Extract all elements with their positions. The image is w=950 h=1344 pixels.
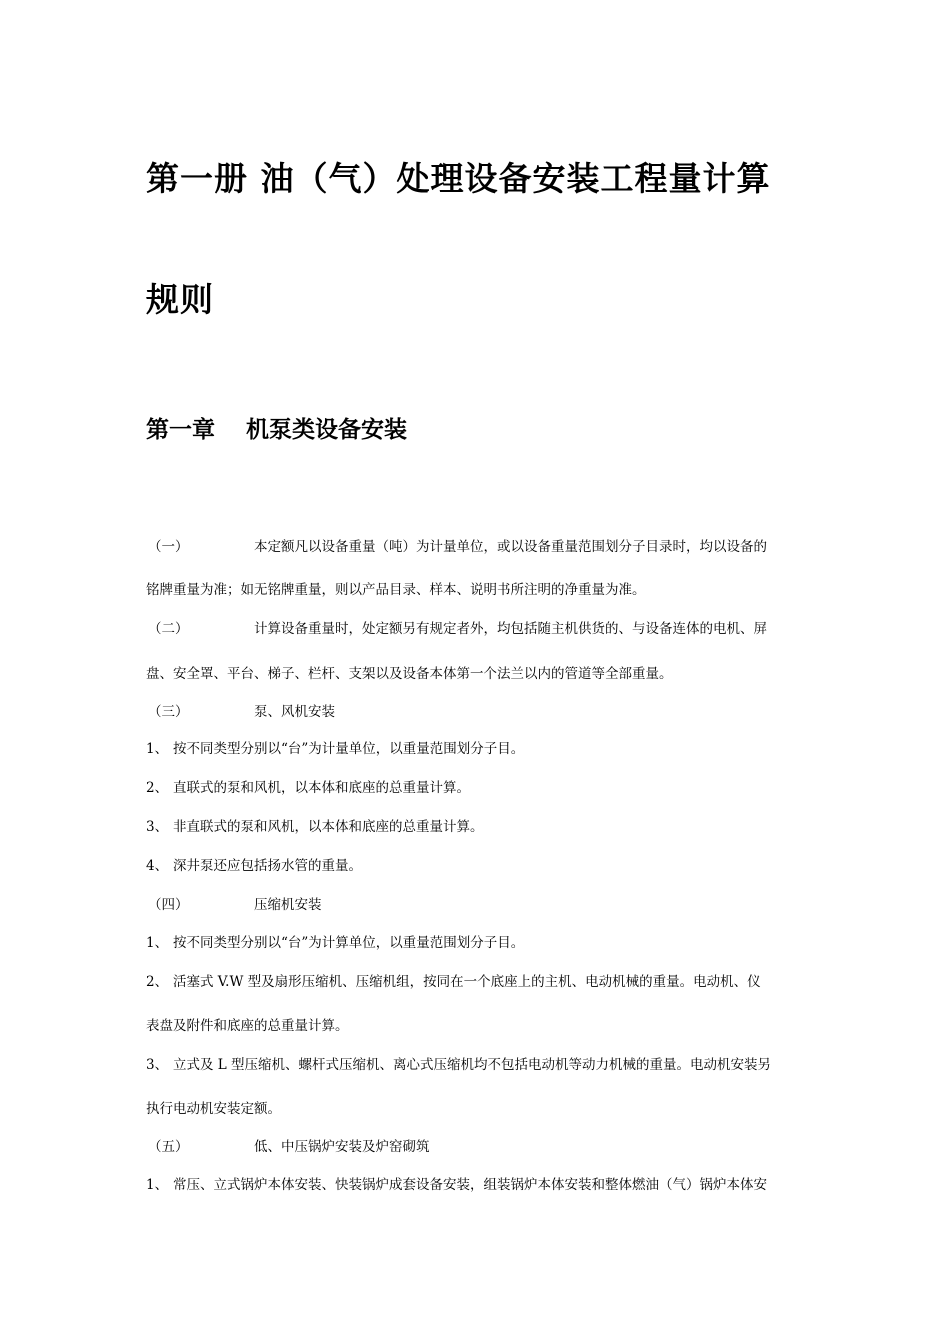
item-number: 4、: [146, 858, 169, 874]
document-title-line-1: 第一册 油（气）处理设备安装工程量计算: [146, 159, 771, 198]
paragraph-line: [146, 702, 826, 722]
section-number: （一）: [148, 539, 189, 555]
line-text: 表盘及附件和底座的总重量计算。: [146, 1018, 349, 1034]
paragraph-line: [146, 580, 826, 600]
section-number: （五）: [148, 1139, 189, 1155]
chapter-title: 机泵类设备安装: [246, 417, 407, 443]
paragraph-line: [146, 1016, 826, 1036]
line-text: 常压、立式锅炉本体安装、快装锅炉成套设备安装，组装锅炉本体安装和整体燃油（气）锅炉本体安: [173, 1177, 767, 1193]
item-number: 1、: [146, 935, 169, 951]
line-text: 低、中压锅炉安装及炉窑砌筑: [254, 1139, 430, 1155]
paragraph-line: [146, 1137, 826, 1157]
item-number: 2、: [146, 780, 169, 796]
item-number: 2、: [146, 974, 169, 990]
paragraph-line: [146, 664, 826, 684]
paragraph-line: [146, 619, 826, 639]
list-item: [146, 933, 826, 953]
line-text: 直联式的泵和风机，以本体和底座的总重量计算。: [173, 780, 470, 796]
line-text: 立式及 L 型压缩机、螺杆式压缩机、离心式压缩机均不包括电动机等动力机械的重量。电动机安装另: [173, 1057, 772, 1073]
chapter-heading: [146, 414, 407, 446]
list-item: [146, 778, 826, 798]
list-item: [146, 856, 826, 876]
list-item: [146, 817, 826, 837]
line-text: 非直联式的泵和风机，以本体和底座的总重量计算。: [173, 819, 484, 835]
line-text: 执行电动机安装定额。: [146, 1101, 281, 1117]
section-number: （四）: [148, 897, 189, 913]
list-item: [146, 739, 826, 759]
line-text: 活塞式 V.W 型及扇形压缩机、压缩机组，按同在一个底座上的主机、电动机械的重量。电动机、仪: [173, 974, 761, 990]
list-item: [146, 972, 826, 992]
list-item: [146, 1175, 826, 1195]
section-number: （二）: [148, 621, 189, 637]
line-text: 按不同类型分别以“台”为计算单位，以重量范围划分子目。: [173, 935, 525, 951]
item-number: 3、: [146, 819, 169, 835]
line-text: 压缩机安装: [254, 897, 322, 913]
item-number: 3、: [146, 1057, 169, 1073]
line-text: 计算设备重量时，处定额另有规定者外，均包括随主机供货的、与设备连体的电机、屏: [254, 621, 767, 637]
paragraph-line: [146, 1099, 826, 1119]
line-text: 泵、风机安装: [254, 704, 335, 720]
list-item: [146, 1055, 826, 1075]
paragraph-line: [146, 537, 826, 557]
chapter-number: 第一章: [146, 417, 215, 443]
document-title-line-2: 规则: [146, 280, 214, 319]
section-number: （三）: [148, 704, 189, 720]
line-text: 按不同类型分别以“台”为计量单位，以重量范围划分子目。: [173, 741, 525, 757]
line-text: 盘、安全罩、平台、梯子、栏杆、支架以及设备本体第一个法兰以内的管道等全部重量。: [146, 666, 673, 682]
paragraph-line: [146, 895, 826, 915]
item-number: 1、: [146, 1177, 169, 1193]
line-text: 铭牌重量为准；如无铭牌重量，则以产品目录、样本、说明书所注明的净重量为准。: [146, 582, 646, 598]
line-text: 本定额凡以设备重量（吨）为计量单位，或以设备重量范围划分子目录时，均以设备的: [254, 539, 767, 555]
line-text: 深井泵还应包括扬水管的重量。: [173, 858, 362, 874]
item-number: 1、: [146, 741, 169, 757]
